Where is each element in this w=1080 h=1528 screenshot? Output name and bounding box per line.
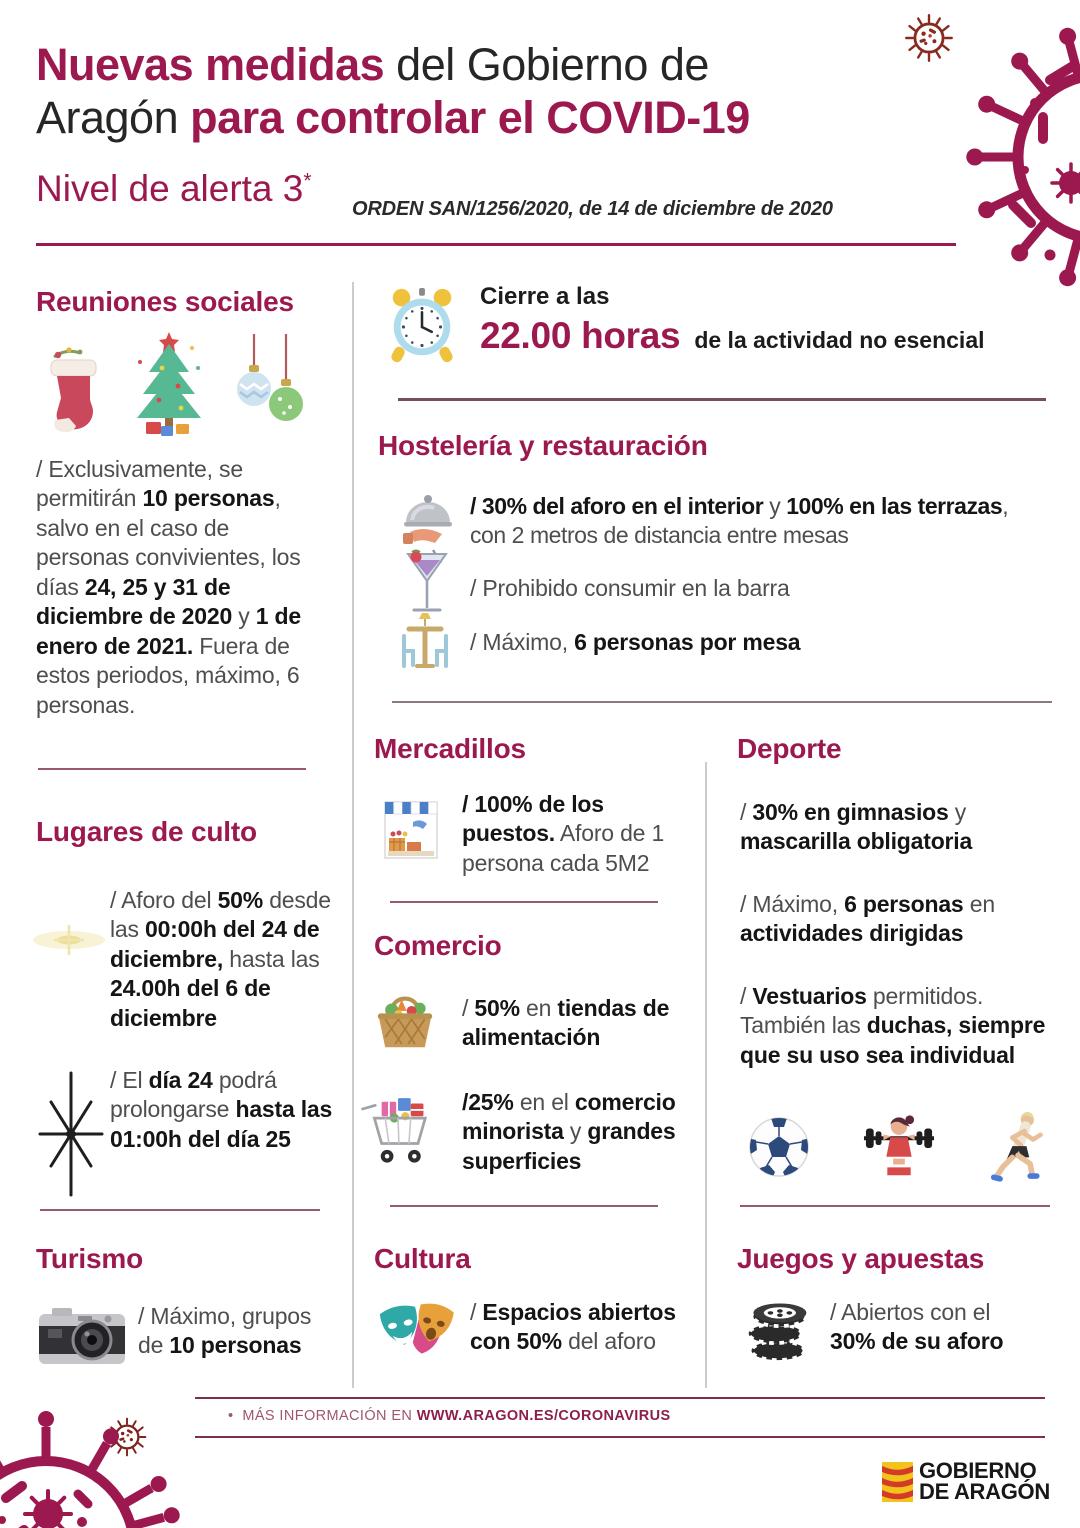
reuniones-rule [38, 768, 306, 770]
section-heading-deporte: Deporte [737, 733, 842, 764]
soccer-ball-icon [748, 1116, 810, 1178]
mercadillos-rule [390, 901, 658, 903]
turismo-top-rule [40, 1209, 320, 1211]
section-heading-juegos: Juegos y apuestas [737, 1243, 985, 1274]
culto-item-1-text: / Aforo del 50% desde las 00:00h del 24 de diciembre, hasta las 24.00h del 6 de diciembre [110, 887, 331, 1031]
christmas-tree-icon [126, 330, 212, 442]
closure-rest: de la actividad no esencial [694, 327, 985, 353]
virus-small-icon [903, 12, 955, 64]
grocery-basket-icon [372, 986, 438, 1054]
table-chairs-icon [396, 612, 454, 672]
logo-line-2: DE ARAGÓN [919, 1478, 1050, 1504]
closure-intro: Cierre a las [480, 283, 610, 310]
section-heading-hosteleria: Hostelería y restauración [378, 430, 708, 461]
weightlifting-icon [858, 1111, 940, 1183]
hosteleria-rule [392, 701, 1052, 703]
deporte-icons [748, 1108, 1048, 1186]
hosteleria-item-3-text: / Máximo, 6 personas por mesa [470, 629, 801, 655]
turismo-text: / Máximo, grupos de 10 personas [138, 1303, 312, 1359]
alert-asterisk: * [303, 169, 312, 193]
theater-masks-icon [376, 1296, 458, 1366]
comercio-item-1-text: / 50% en tiendas de alimentación [462, 995, 670, 1051]
culto-item-2-text: / El día 24 podrá prolongarse hasta las 01:00h del día 25 [110, 1067, 333, 1152]
deporte-item-1-text: / 30% en gimnasios y mascarilla obligatoria [740, 799, 973, 855]
runner-icon [988, 1108, 1048, 1186]
page-title [36, 38, 750, 144]
virus-large-icon [0, 1402, 223, 1528]
baubles-icon [230, 330, 310, 442]
cultura-text: / Espacios abiertos con 50% del aforo [470, 1299, 676, 1355]
reuniones-icons [38, 330, 310, 442]
hosteleria-item-2-text: / Prohibido consumir en la barra [470, 575, 790, 601]
cocktail-icon [404, 548, 450, 622]
closure-time: 22.00 horas [480, 315, 681, 356]
cloche-icon [402, 488, 454, 546]
deporte-rule [740, 1205, 1050, 1207]
mercadillos-text: / 100% de los puestos. Aforo de 1 persona cada 5M2 [462, 791, 665, 876]
virus-large-icon [955, 5, 1080, 305]
logo-text [919, 1458, 1050, 1504]
deporte-item-2-text: / Máximo, 6 personas en actividades dirigidas [740, 891, 995, 947]
glow-light-icon [30, 905, 108, 975]
hosteleria-item-1-text: / 30% del aforo en el interior y 100% en las terrazas, con 2 metros de distancia entre mesas [470, 493, 1009, 549]
page-title-line2: Aragón para controlar el COVID-19 [36, 92, 750, 144]
closure-rule [398, 398, 1046, 401]
camera-icon [38, 1302, 126, 1368]
market-stall-icon [383, 798, 439, 860]
section-heading-reuniones: Reuniones sociales [36, 286, 294, 317]
christmas-stocking-icon [38, 340, 108, 442]
poker-chips-icon [744, 1292, 812, 1364]
deporte-item-3-text: / Vestuarios permitidos. También las duchas, siempre que su uso sea individual [740, 983, 1046, 1068]
footer-info [228, 1408, 671, 1424]
alarm-clock-icon [383, 282, 461, 368]
footer-bullet: • [228, 1408, 234, 1424]
section-heading-comercio: Comercio [374, 930, 502, 961]
footer-info-prefix: MÁS INFORMACIÓN EN [242, 1408, 417, 1424]
footer-rule-bottom [195, 1436, 1045, 1438]
section-heading-mercadillos: Mercadillos [374, 733, 526, 764]
closure-block [480, 283, 985, 357]
footer-rule-top [195, 1397, 1045, 1399]
column-divider-right [705, 762, 707, 1388]
column-divider-left [352, 282, 354, 1388]
reuniones-text: / Exclusivamente, se permitirán 10 personas, salvo en el caso de personas convivientes, los días 24, 25 y 31 de diciembre de 2020 y 1 de enero de 2021. Fuera de estos periodos, máximo, 6 personas. [36, 456, 301, 718]
alert-level: Nivel de alerta 3* [36, 168, 312, 209]
footer-info-url: WWW.ARAGON.ES/CORONAVIRUS [416, 1408, 671, 1424]
gobierno-aragon-logo [882, 1458, 1050, 1504]
section-heading-culto: Lugares de culto [36, 816, 257, 847]
comercio-item-2-text: /25% en el comercio minorista y grandes superficies [462, 1089, 676, 1174]
order-reference: ORDEN SAN/1256/2020, de 14 de diciembre de 2020 [352, 198, 833, 220]
shopping-cart-icon [358, 1090, 438, 1168]
page-title-line1: Nuevas medidas del Gobierno de [36, 39, 709, 90]
aragon-flag-icon [882, 1462, 913, 1502]
comercio-rule [390, 1205, 658, 1207]
bethlehem-star-icon [32, 1068, 110, 1200]
juegos-text: / Abiertos con el 30% de su aforo [830, 1299, 1004, 1355]
header-rule [36, 243, 956, 246]
section-heading-cultura: Cultura [374, 1243, 471, 1274]
logo-line-1: GOBIERNO [919, 1458, 1037, 1483]
section-heading-turismo: Turismo [36, 1243, 143, 1274]
